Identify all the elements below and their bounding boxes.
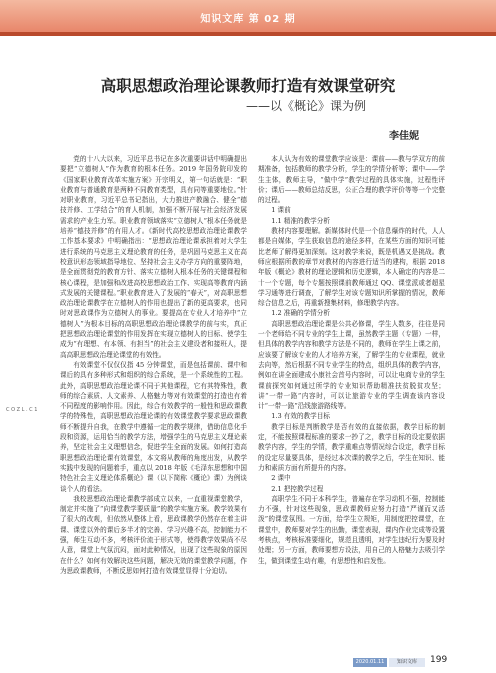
article-subtitle: ——以《概论》课为例 bbox=[245, 99, 366, 113]
article-title: 高职思想政治理论课教师打造有效课堂研究 bbox=[100, 77, 396, 95]
paragraph: 高职思想政治理论课是公共必修课，学生人数多，往往是同一个老师给不同专业的学生上课，虽然教学主题（专题）一样，但具体的教学内容和教学方法是不同的，教师在学生上课之前，应该要了解该专业的人才培养方案，了解学生的专业课程，就业去向等，然后根据不同专业学生的特点，组织具体的教学内容，例如在讲全面建成小康社会首号内容时，可以让电商专业的学生课前探究如何通过所学的专业知识帮助精准扶贫脱贫攻坚；讲“一带一路”内容时，可以让旅游专业的学生调查该内容设计“一带一路”沿线旅游路线等。 bbox=[258, 319, 445, 411]
page-footer bbox=[0, 655, 496, 669]
footer-date: 2020.01.11 bbox=[353, 658, 387, 667]
paragraph: 教学目标是判断教学是否有效的直接依据，教学目标的制定，不能按照课程标准的要求一抄了之，教学目标的设定要依据教学内容，学生的学情，教学重难点等情况综合设定，教学目标的设定尽量要具体，是经过本次课的教学之后，学生在知识、能力和素质方面有所提升的内容。 bbox=[258, 422, 445, 472]
paragraph: 党的十八大以来，习近平总书记在多次重要讲话中明确提出要把“立德树人”作为教育的根本任务。2019 年国务院印发的《国家职业教育改革实施方案》开宗明义，第一句话就是：“职业教育与普通教育是两种不同教育类型，具有同等重要地位。”针对职业教育，习近平总书记指出，大力推进产教融合、健全“德技并修、工学结合”的育人机制，加强不断开展与社会经济发展需求的产业生力军。职业教育领域落实“立德树人”根本任务就是培养“德技并修”的有用人才。《新时代高校思想政治理论课教学工作基本要求》中明确指出：“思想政治理论课承担着对大学生进行系统的马克思主义理论教育的任务，是巩固马克思主义在高校意识形态领域指导地位、坚持社会主义办学方向的重要阵地，是全面贯彻党的教育方针、落实立德树人根本任务的关键课程和核心课程，是加强和改进高校思想政治工作、实现高等教育内涵式发展的关键课程。”职业教育进入了发展的“春天”，对高职思想政治理论课教学在立德树人的作用也提出了新的更高要求，也同时对思政课作为立德树人的事业。要提高在专业人才培养中“立德树人”为根本目标的高职思想政治理论课教学的前与实，真正把思想政治理论课堂的作用发挥在实现立德树人的目标、使学生成为“有理想、有本领、有担当”的社会主义建设者和接班人，提高高职思想政治理论课堂的有效性。 bbox=[60, 155, 247, 359]
paragraph: 教材内容要理解。新媒体时代是一个信息爆炸的时代，人人都是自媒体，学生获取信息的途径多样，在某些方面的知识可能比老师了解得更加深刻。这对教学来说，既是机遇又是挑战。教师应根据所教的章节对教材的内容进行适当的建构，根据 2018 年版《概论》教材的理论逻辑和历史逻辑，本人确定的内容是二十一个专题，每个专题按照课前教师通过 QQ、课堂派或者超星学习通等进行调查，了解学生对该专题知识所掌握的情况，教师综合信息之后，再重新搜集材料，修理教学内容。 bbox=[258, 227, 445, 308]
section-heading: 1 课前 bbox=[271, 206, 291, 215]
footer-journal-label: 知识文库 bbox=[389, 658, 425, 667]
paragraph: 有效课堂不仅仅仅指 45 分钟课堂，而是包括课前、课中和课后的具有多种形式和组织的综合系统，是一个系统性的工程。此外，高职思想政治理论课不同于其他课程，它有其特殊性，教师的综合素质、人文素养、人格魅力等对有效课堂的打造也有着不同程度的影响作用。因此，综合有效教学的一般性和思政课教学的特殊性，高职思想政治理论课的有效课堂教学要求思政课教师不断提升自我，在教学中遵循一定的教学规律，借助信息化手段和资源，运用恰当的教学方法，增强学生的马克思主义理论素养，坚定社会主义理想信念，促进学生全面的发展。如何打造高职思想政治理论课有效课堂，本文将从教师的角度出发，从教学实践中发现的问题着手，重点以 2018 年版《毛泽东思想和中国特色社会主义理论体系概论》课（以下简称《概论》课）为例谈谈个人的看法。 bbox=[60, 360, 247, 493]
subsection-heading: 1.1 精准的教学分析 bbox=[271, 216, 330, 225]
left-text-column bbox=[60, 154, 247, 576]
subsection-heading: 1.3 有效的教学目标 bbox=[271, 412, 330, 421]
section-heading: 2 课中 bbox=[271, 474, 291, 483]
page-number: 199 bbox=[430, 655, 448, 665]
right-text-column bbox=[258, 154, 445, 566]
subsection-heading: 2.1 把控教学过程 bbox=[271, 484, 324, 493]
subsection-heading: 1.2 准确的学情分析 bbox=[271, 309, 330, 318]
journal-issue-label: 知识文库 第 02 期 bbox=[200, 14, 296, 25]
article-author: 李佳妮 bbox=[389, 131, 419, 142]
paragraph: 我校思想政治理论课教学部成立以来，一直重视课堂教学，制定并实施了“向课堂教学要质量”的教学实施方案。教学效果有了很大的改观，但依然从整体上看，思政课教学仍然存在着主讲课、课堂以外的课后多半才的完善、学习兴趣不高，控制能力不强，师生互动不多，考核评价流于形式等，使得教学效果尚不尽人意，课堂上气氛沉闷，面对此种情况，出现了这些现象的原因在什么？如何有效解决这些问题，解决无效的课堂教学问题，作为思政课教师，不断反思如何打造有效课堂显得十分迫切。 bbox=[60, 494, 247, 575]
journal-header-band bbox=[0, 0, 496, 36]
paragraph: 高职学生不同于本科学生，普遍存在学习动机不强，控制能力不强，针对这些现象，思政课教师应努力打造“严谨而又活泼”的课堂氛围。一方面，给学生立规矩，用制度把控课堂，在课堂中，教师要对学生的出勤，课堂表现，课内作业完成等设置考核点，考核标准要细化，规范且透明，对学生违纪行为要及时处理；另一方面，教师要想方设法，用自己的人格魅力去吸引学生，做到课堂生动有趣，有思想性和启发性。 bbox=[258, 494, 445, 565]
paragraph: 本人认为有效的课堂教学应该是：课前——教与学双方的前期准备，包括教师的教学分析，学生的学情分析等；课中——学生主体，教师主导，“做中学”教学过程的具体实施，过程性评价；课后——教师总结反思，公正合理的教学评价等等一个完整的过程。 bbox=[258, 155, 445, 205]
side-watermark: C O Z L . C 1 bbox=[6, 407, 38, 413]
